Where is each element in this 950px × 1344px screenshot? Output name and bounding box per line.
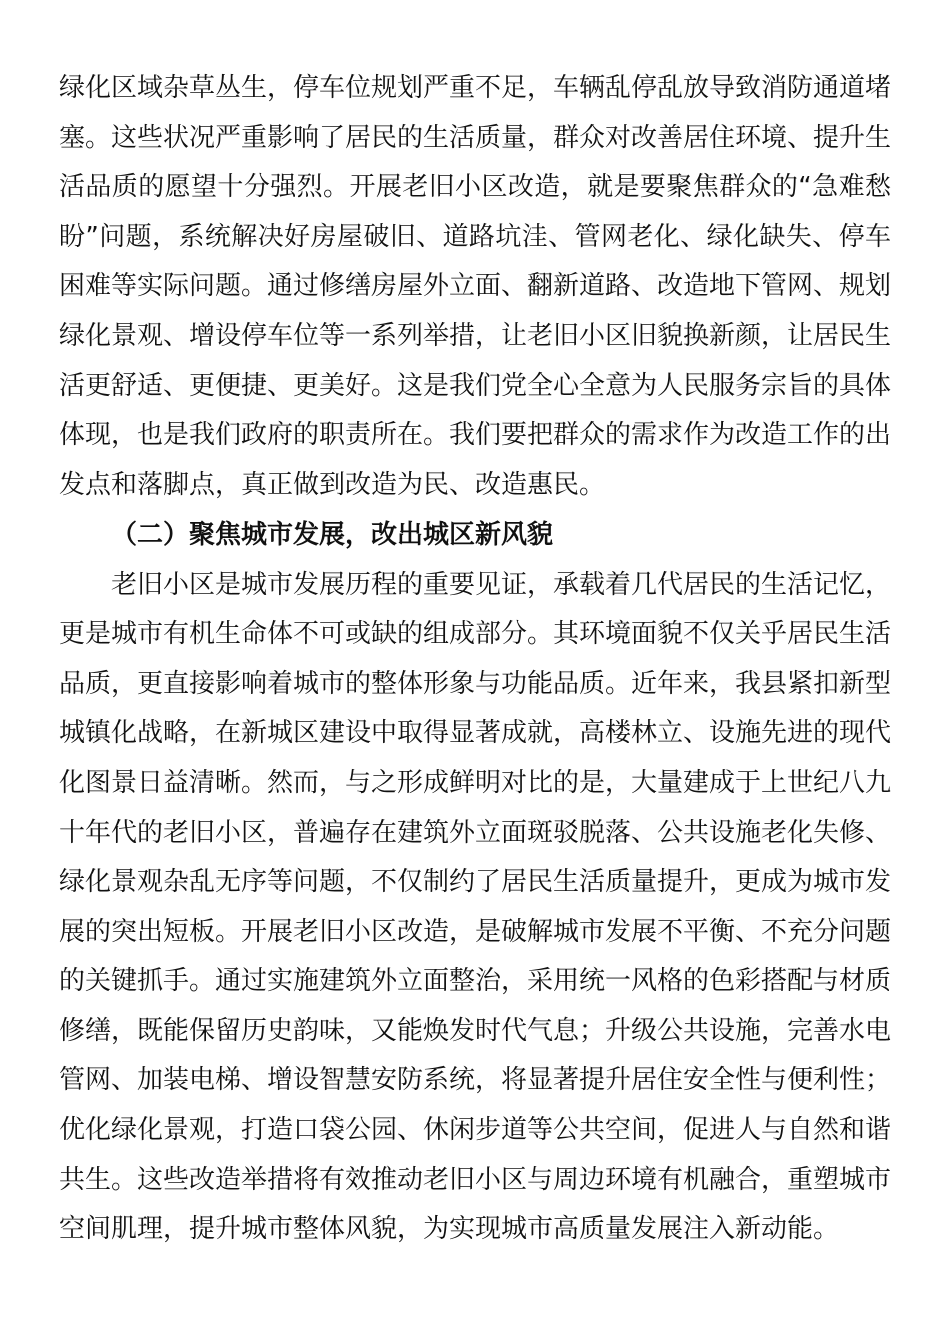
paragraph-2-line-11: 管网、加装电梯、增设智慧安防系统，将显著提升居住安全性与便利性； — [59, 1065, 892, 1095]
paragraph-1-line-6: 绿化景观、增设停车位等一系列举措，让老旧小区旧貌换新颜，让居民生 — [59, 321, 892, 351]
paragraph-1-line-2: 塞。这些状况严重影响了居民的生活质量，群众对改善居住环境、提升生 — [59, 123, 892, 153]
paragraph-2-line-12: 优化绿化景观，打造口袋公园、休闲步道等公共空间，促进人与自然和谐 — [59, 1115, 892, 1145]
paragraph-1-line-7: 活更舒适、更便捷、更美好。这是我们党全心全意为人民服务宗旨的具体 — [59, 371, 892, 401]
paragraph-2-line-9: 的关键抓手。通过实施建筑外立面整治，采用统一风格的色彩搭配与材质 — [59, 966, 892, 996]
paragraph-1-line-3: 活品质的愿望十分强烈。开展老旧小区改造，就是要聚焦群众的“急难愁 — [59, 172, 891, 202]
paragraph-1-line-4: 盼”问题，系统解决好房屋破旧、道路坑洼、管网老化、绿化缺失、停车 — [59, 222, 891, 252]
paragraph-2-line-10: 修缮，既能保留历史韵味，又能焕发时代气息；升级公共设施，完善水电 — [59, 1016, 892, 1046]
paragraph-2-line-5: 化图景日益清晰。然而，与之形成鲜明对比的是，大量建成于上世纪八九 — [59, 768, 892, 798]
paragraph-2-line-3: 品质，更直接影响着城市的整体形象与功能品质。近年来，我县紧扣新型 — [59, 669, 892, 699]
paragraph-2-line-8: 展的突出短板。开展老旧小区改造，是破解城市发展不平衡、不充分问题 — [59, 917, 892, 947]
paragraph-1-line-1: 绿化区域杂草丛生，停车位规划严重不足，车辆乱停乱放导致消防通道堵 — [59, 73, 892, 103]
paragraph-2-line-2: 更是城市有机生命体不可或缺的组成部分。其环境面貌不仅关乎居民生活 — [59, 619, 892, 649]
section-heading: （二）聚焦城市发展，改出城区新风貌 — [111, 520, 554, 550]
paragraph-2-line-14: 空间肌理，提升城市整体风貌，为实现城市高质量发展注入新动能。 — [59, 1214, 840, 1244]
paragraph-1-line-8: 体现，也是我们政府的职责所在。我们要把群众的需求作为改造工作的出 — [59, 420, 892, 450]
paragraph-2-line-1: 老旧小区是城市发展历程的重要见证，承载着几代居民的生活记忆， — [111, 570, 892, 600]
paragraph-1-line-9: 发点和落脚点，真正做到改造为民、改造惠民。 — [59, 470, 606, 500]
paragraph-2-line-7: 绿化景观杂乱无序等问题，不仅制约了居民生活质量提升，更成为城市发 — [59, 867, 892, 897]
paragraph-1-line-5: 困难等实际问题。通过修缮房屋外立面、翻新道路、改造地下管网、规划 — [59, 271, 892, 301]
paragraph-2-line-6: 十年代的老旧小区，普遍存在建筑外立面斑驳脱落、公共设施老化失修、 — [59, 818, 892, 848]
paragraph-2-line-13: 共生。这些改造举措将有效推动老旧小区与周边环境有机融合，重塑城市 — [59, 1165, 892, 1195]
paragraph-2-line-4: 城镇化战略，在新城区建设中取得显著成就，高楼林立、设施先进的现代 — [59, 718, 892, 748]
